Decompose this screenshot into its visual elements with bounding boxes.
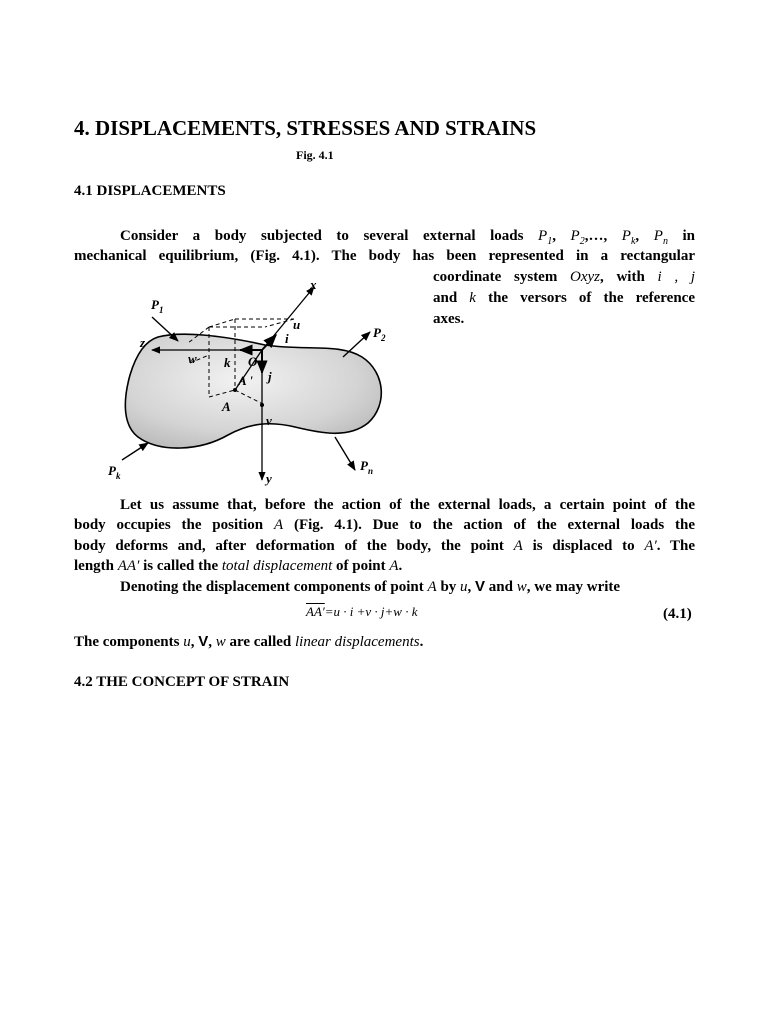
figure-caption-top: Fig. 4.1 — [296, 148, 334, 162]
paragraph-1-line-3: coordinate system Oxyz, with i , j — [433, 269, 695, 285]
label-x: x — [310, 277, 317, 292]
label-y: y — [266, 471, 272, 486]
label-P1: $P_1$ — [151, 297, 164, 315]
paragraph-2-line-4: length AA′ is called the total displacement of point A. — [74, 558, 403, 574]
equation-4-1: AA′=u · i +v · j+w · k — [306, 604, 418, 619]
paragraph-2-line-3: body deforms and, after deformation of the body, the point A is displaced to A′. The — [74, 538, 696, 554]
label-Pn: $P_n$ — [360, 458, 373, 476]
equation-number: (4.1) — [663, 606, 692, 622]
label-w: w — [188, 351, 197, 366]
figure-4-1-deformable-body — [100, 275, 435, 493]
label-u: u — [293, 317, 301, 332]
label-z: z — [140, 335, 146, 350]
point-v-marker — [260, 403, 264, 407]
paragraph-1-line-2: mechanical equilibrium, (Fig. 4.1). The body has been represented in a rectangular — [74, 248, 695, 264]
label-v: v — [266, 413, 272, 428]
paragraph-2-line-1: Let us assume that, before the action of the external loads, a certain point of the — [120, 497, 695, 513]
section-title-concept-of-strain: 4.2 THE CONCEPT OF STRAIN — [74, 674, 290, 690]
page-title: 4. DISPLACEMENTS, STRESSES AND STRAINS — [74, 116, 537, 140]
label-A-prime: A ' — [238, 373, 253, 388]
paragraph-1-line-5: axes. — [433, 311, 465, 327]
section-title-displacements: 4.1 DISPLACEMENTS — [74, 183, 226, 199]
paragraph-2-line-2: body occupies the position A (Fig. 4.1). Due to the action of the external loads the — [74, 517, 695, 533]
paragraph-1-line-4: and k the versors of the reference — [433, 290, 695, 306]
label-k: k — [224, 355, 231, 370]
label-Pk: $P_k$ — [108, 463, 121, 481]
paragraph-1-line-1: Consider a body subjected to several external loads $P_1$, $P_2,\dots$, $P_k$, $P_n$ in — [120, 228, 696, 247]
point-A-marker — [233, 388, 237, 392]
label-O: O — [248, 354, 258, 369]
label-i: i — [285, 331, 289, 346]
body-outline — [125, 334, 381, 448]
label-j: j — [268, 369, 272, 384]
label-P2: $P_2$ — [373, 325, 386, 343]
paragraph-3: Denoting the displacement components of point A by u, V and w, we may write — [120, 578, 621, 595]
paragraph-4: The components u, V, w are called linear displacements. — [74, 633, 424, 650]
label-A: A — [222, 399, 231, 414]
